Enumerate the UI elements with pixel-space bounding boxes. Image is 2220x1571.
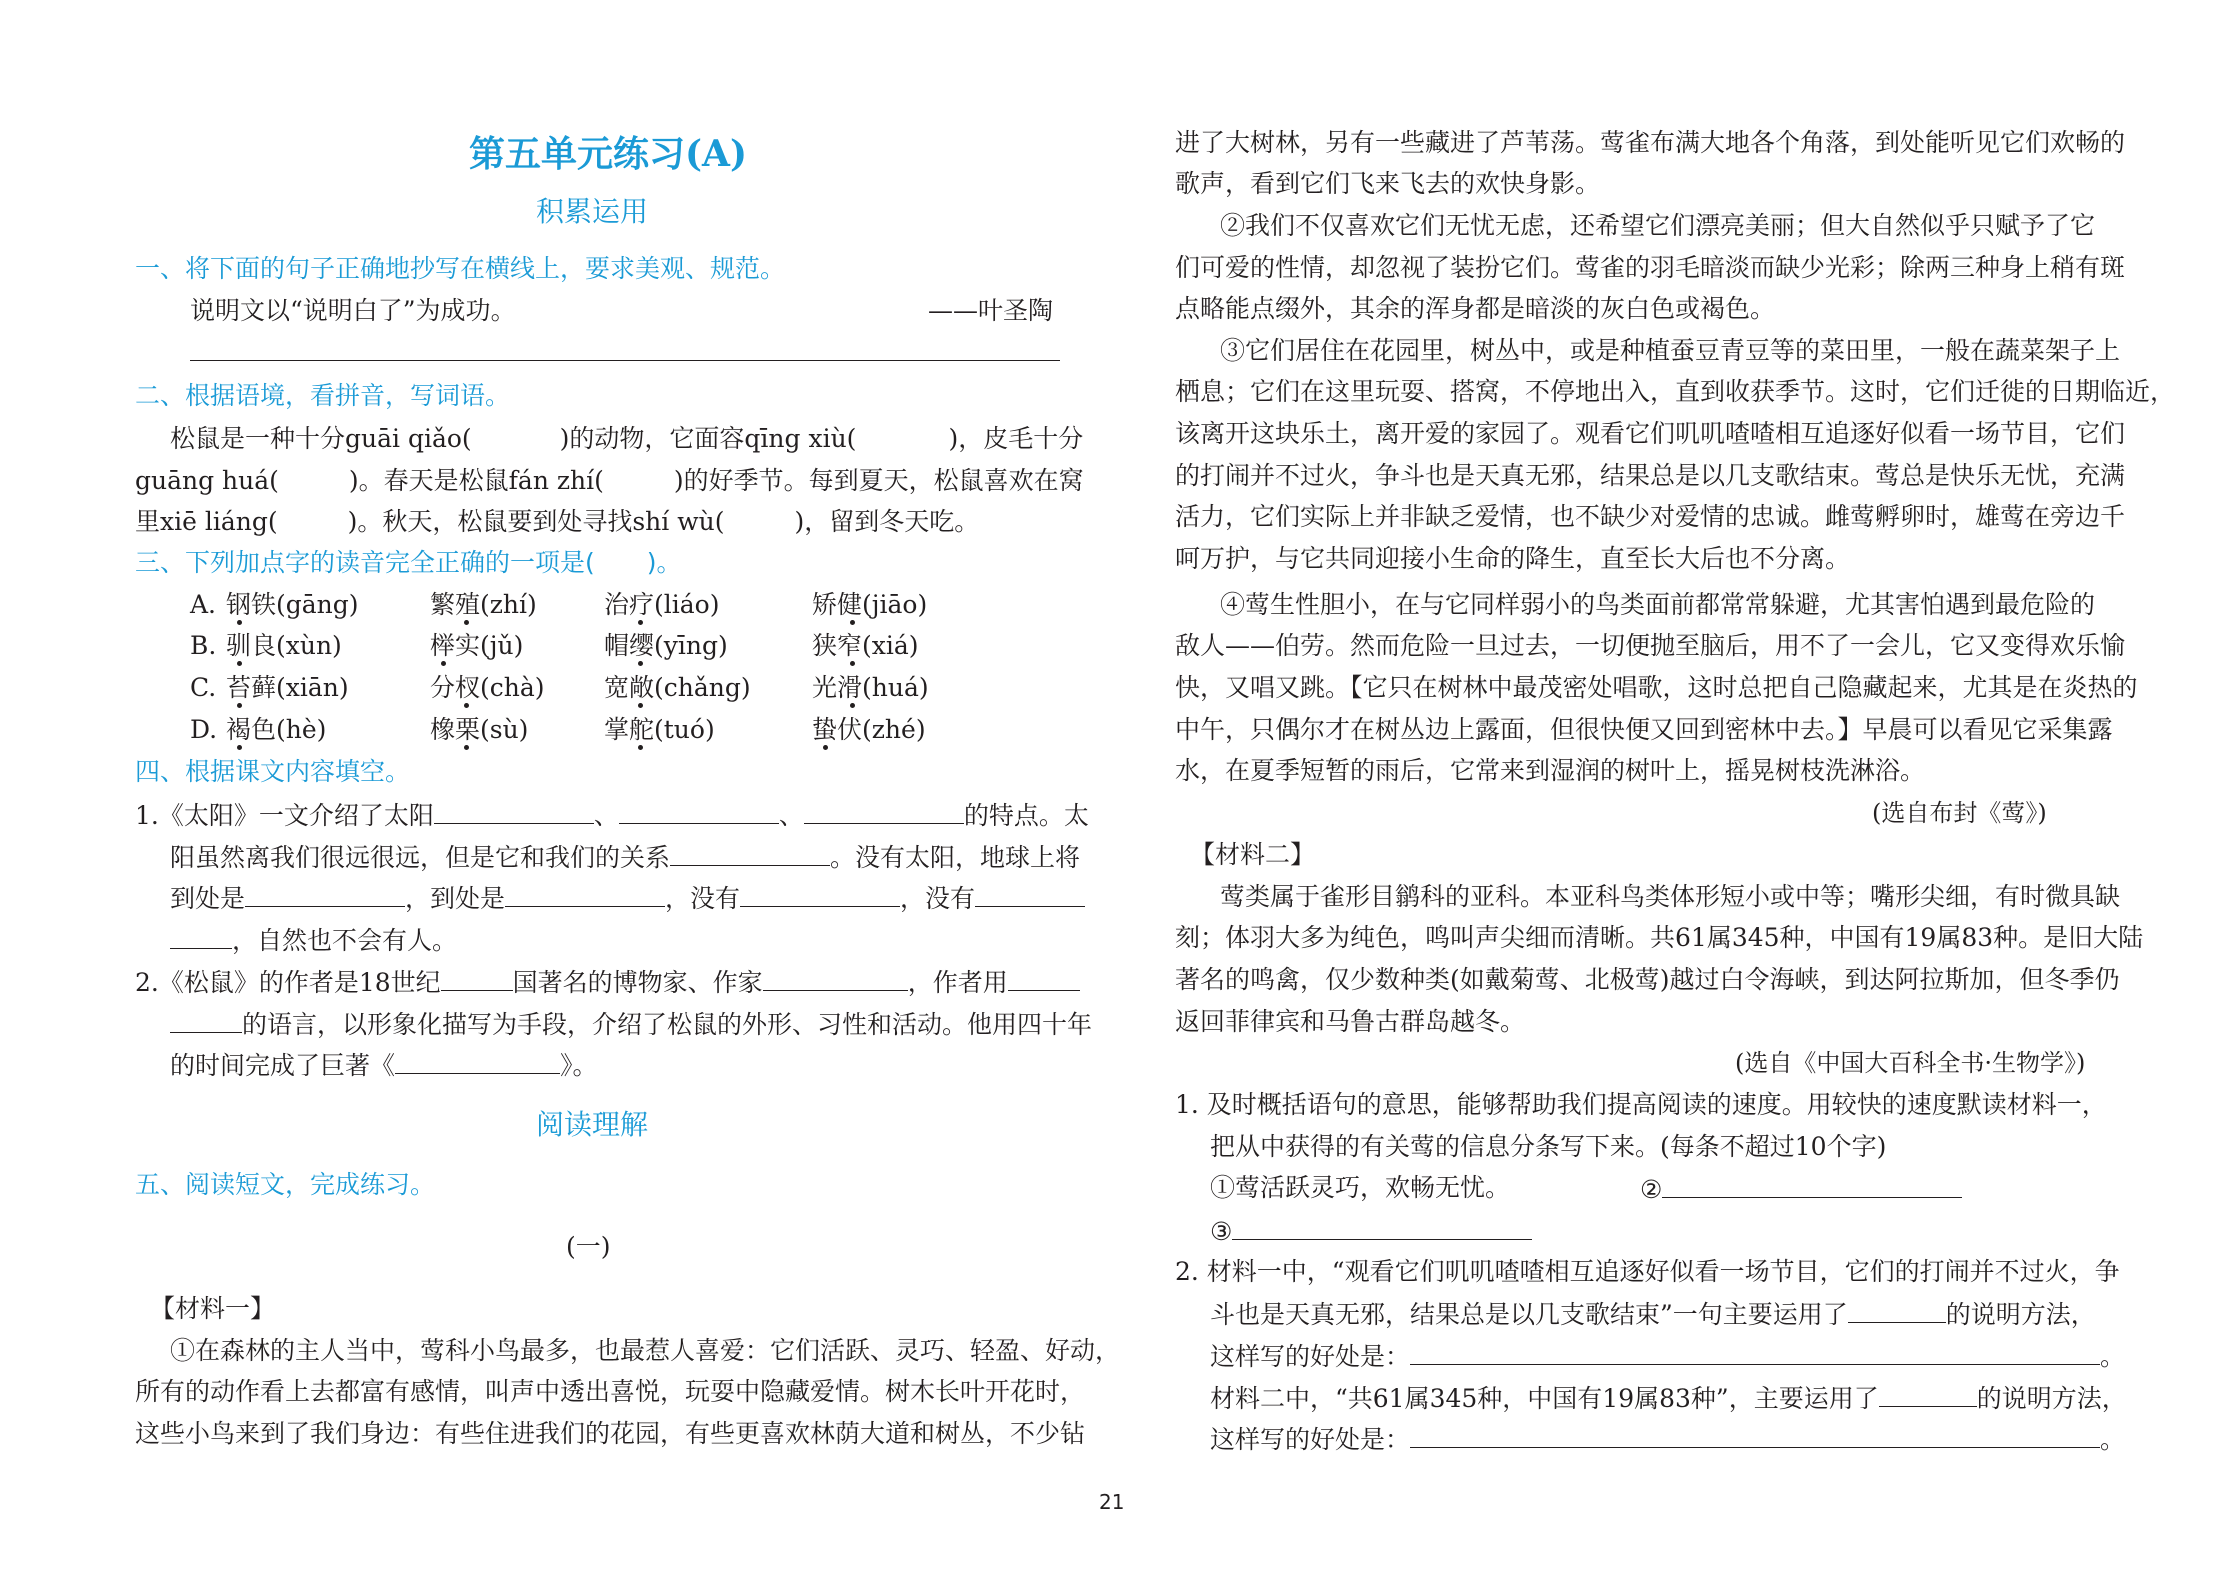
material-1-para-1-line-4: 进了大树林，另有一些藏进了芦苇荡。莺雀布满大地各个角落，到处能听见它们欢畅的	[1175, 128, 2126, 157]
q2-line-1: 松鼠是一种十分guāi qiǎo( )的动物，它面容qīng xiù( )，皮毛十分	[170, 421, 1083, 456]
reading-q1-answer-1: ①莺活跃灵巧，欢畅无忧。	[1210, 1173, 1511, 1202]
emphasis-dot	[237, 620, 242, 625]
emphasis-dot	[850, 703, 855, 708]
emphasis-dot	[638, 703, 643, 708]
emphasis-dot	[850, 661, 855, 666]
reading-q1-line-1: 1. 及时概括语句的意思，能够帮助我们提高阅读的速度。用较快的速度默读材料一，	[1175, 1090, 2107, 1119]
q2-blank-fanzhi[interactable]	[604, 463, 674, 489]
material-1-para-4-line-2: 敌人——伯劳。然而危险一旦过去，一切便抛至脑后，用不了一会儿，它又变得欢乐愉	[1175, 631, 2126, 660]
q3-option-c-item-2: 分杈(chà)	[430, 673, 545, 702]
material-2-line-2: 刻；体羽大多为纯色，鸣叫声尖细而清晰。共61属345种，中国有19属83种。是旧大陆	[1175, 923, 2144, 952]
emphasis-dot	[850, 620, 855, 625]
q4-item-2-line-3: 的时间完成了巨著《 》。	[170, 1047, 598, 1083]
material-1-para-4-line-1: ④莺生性胆小，在与它同样弱小的鸟类面前都常常躲避，尤其害怕遇到最危险的	[1220, 590, 2096, 619]
reading-q1-blank-3[interactable]	[1232, 1213, 1532, 1240]
q3-option-b-item-3: 帽缨(yīng)	[604, 631, 728, 660]
emphasis-dot	[638, 745, 643, 750]
question-5-heading: 五、阅读短文，完成练习。	[135, 1170, 436, 1199]
q4-blank[interactable]	[619, 797, 779, 824]
q2-line-2: guāng huá( )。春天是松鼠fán zhí( )的好季节。每到夏天，松鼠喜欢在窝	[135, 463, 1084, 498]
emphasis-dot	[237, 745, 242, 750]
reading-q2-line-3: 这样写的好处是： 。	[1210, 1338, 2125, 1374]
emphasis-dot	[464, 745, 469, 750]
reading-q2-line-1: 2. 材料一中，“观看它们叽叽喳喳相互追逐好似看一场节目，它们的打闹并不过火，争	[1175, 1257, 2120, 1286]
section-heading-reading: 阅读理解	[536, 1108, 649, 1141]
q4-item-1-line-3: 到处是 ，到处是 ，没有 ，没有	[170, 880, 1085, 916]
q3-option-c-item-3: 宽敞(chǎng)	[604, 673, 751, 702]
material-1-para-1-line-3: 这些小鸟来到了我们身边：有些住进我们的花园，有些更喜欢林荫大道和树丛，不少钻	[135, 1419, 1086, 1448]
material-1-para-3-line-3: 该离开这块乐土，离开爱的家园了。观看它们叽叽喳喳相互追逐好似看一场节目，它们	[1175, 419, 2126, 448]
reading-q2-blank-benefit-2[interactable]	[1410, 1421, 2100, 1448]
emphasis-dot	[823, 745, 828, 750]
q3-option-a-item-4: 矫健(jiāo)	[812, 590, 928, 619]
reading-q1-answer-3: ③	[1210, 1213, 1532, 1249]
question-4-heading: 四、根据课文内容填空。	[135, 757, 411, 786]
material-1-para-2-line-1: ②我们不仅喜欢它们无忧无虑，还希望它们漂亮美丽；但大自然似乎只赋予了它	[1220, 211, 2096, 240]
q4-blank[interactable]	[740, 880, 900, 907]
emphasis-dot	[464, 620, 469, 625]
material-1-para-3-line-1: ③它们居住在花园里，树丛中，或是种植蚕豆青豆等的菜田里，一般在蔬菜架子上	[1220, 336, 2121, 365]
q4-blank[interactable]	[434, 797, 594, 824]
material-2-line-3: 著名的鸣禽，仅少数种类(如戴菊莺、北极莺)越过白令海峡，到达阿拉斯加，但冬季仍	[1175, 965, 2120, 994]
q3-option-d-item-4: 蛰伏(zhé)	[812, 715, 926, 744]
material-1-para-1-line-2: 所有的动作看上去都富有感情，叫声中透出喜悦，玩耍中隐藏爱情。树木长叶开花时，	[135, 1377, 1086, 1406]
q2-blank-xieliang[interactable]	[278, 504, 348, 530]
q1-answer-line[interactable]	[190, 360, 1060, 361]
q4-blank[interactable]	[1008, 964, 1080, 991]
page-number: 21	[1099, 1490, 1125, 1514]
q1-sentence: 说明文以“说明白了”为成功。	[190, 296, 516, 325]
reading-q2-line-4: 材料二中，“共61属345种，中国有19属83种”，主要运用了 的说明方法，	[1210, 1380, 2127, 1416]
reading-q2-blank-method-1[interactable]	[1848, 1296, 1946, 1323]
q3-option-b-item-1: 驯良(xùn)	[226, 631, 342, 660]
q4-blank[interactable]	[395, 1047, 560, 1074]
q2-line-3: 里xiē liáng( )。秋天，松鼠要到处寻找shí wù( )，留到冬天吃。	[135, 504, 979, 539]
q4-blank[interactable]	[975, 880, 1085, 907]
reading-q1-blank-2[interactable]	[1662, 1171, 1962, 1198]
material-1-para-1-line-1: ①在森林的主人当中，莺科小鸟最多，也最惹人喜爱：它们活跃、灵巧、轻盈、好动，	[170, 1336, 1121, 1365]
q3-option-b-item-4: 狭窄(xiá)	[812, 631, 919, 660]
q3-option-d-item-2: 橡栗(sù)	[430, 715, 529, 744]
q4-blank[interactable]	[170, 922, 232, 949]
q3-option-c-label: C.	[190, 673, 217, 702]
reading-q2-line-2: 斗也是天真无邪，结果总是以几支歌结束”一句主要运用了 的说明方法，	[1210, 1296, 2096, 1332]
section-heading-accumulation: 积累运用	[536, 195, 649, 228]
emphasis-dot	[237, 661, 242, 666]
q4-blank[interactable]	[670, 839, 830, 866]
emphasis-dot	[464, 703, 469, 708]
material-2-source: (选自《中国大百科全书·生物学》)	[1735, 1049, 2086, 1077]
material-1-para-2-line-3: 点略能点缀外，其余的浑身都是暗淡的灰白色或褐色。	[1175, 294, 1776, 323]
material-1-para-1-line-5: 歌声，看到它们飞来飞去的欢快身影。	[1175, 169, 1601, 198]
reading-q1-answer-2: ②	[1640, 1171, 1962, 1207]
q3-option-d-item-1: 褐色(hè)	[226, 715, 327, 744]
q4-item-1-line-1: 1.《太阳》一文介绍了太阳 、 、 的特点。太	[135, 797, 1089, 833]
q2-blank-shiwu[interactable]	[724, 504, 794, 530]
q4-blank[interactable]	[505, 880, 665, 907]
reading-q2-line-5: 这样写的好处是： 。	[1210, 1421, 2125, 1457]
reading-q1-line-2: 把从中获得的有关莺的信息分条写下来。(每条不超过10个字)	[1210, 1132, 1887, 1161]
q4-blank[interactable]	[245, 880, 405, 907]
q3-option-a-label: A.	[190, 590, 217, 619]
q3-option-a-item-2: 繁殖(zhí)	[430, 590, 537, 619]
q3-option-b-label: B.	[190, 631, 217, 660]
emphasis-dot	[441, 661, 446, 666]
material-1-source: (选自布封《莺》)	[1872, 799, 2047, 827]
emphasis-dot	[638, 620, 643, 625]
material-1-label: 【材料一】	[150, 1294, 276, 1323]
q4-blank[interactable]	[170, 1006, 242, 1033]
q4-item-2-line-1: 2.《松鼠》的作者是18世纪 国著名的博物家、作家 ，作者用	[135, 964, 1080, 1000]
q4-blank[interactable]	[441, 964, 513, 991]
material-2-label: 【材料二】	[1190, 840, 1316, 869]
material-1-para-3-line-5: 活力，它们实际上并非缺乏爱情，也不缺少对爱情的忠诚。雌莺孵卵时，雄莺在旁边千	[1175, 502, 2126, 531]
emphasis-dot	[638, 661, 643, 666]
q3-option-c-item-4: 光滑(huá)	[812, 673, 929, 702]
page-title: 第五单元练习(A)	[469, 133, 747, 175]
q3-option-c-item-1: 苔藓(xiān)	[226, 673, 349, 702]
material-2-line-4: 返回菲律宾和马鲁古群岛越冬。	[1175, 1007, 1526, 1036]
q2-blank-guanghua[interactable]	[279, 463, 349, 489]
q3-option-a-item-1: 钢铁(gāng)	[226, 590, 359, 619]
question-3-heading: 三、下列加点字的读音完全正确的一项是( )。	[135, 548, 682, 577]
material-1-para-4-line-3: 快，又唱又跳。【它只在树林中最茂密处唱歌，这时总把自己隐藏起来，尤其是在炎热的	[1175, 673, 2138, 702]
material-1-para-3-line-4: 的打闹并不过火，争斗也是天真无邪，结果总是以几支歌结束。莺总是快乐无忧，充满	[1175, 461, 2126, 490]
q3-option-d-label: D.	[190, 715, 218, 744]
emphasis-dot	[237, 703, 242, 708]
question-2-heading: 二、根据语境，看拼音，写词语。	[135, 381, 511, 410]
material-1-para-3-line-2: 栖息；它们在这里玩耍、搭窝，不停地出入，直到收获季节。这时，它们迁徙的日期临近，	[1175, 377, 2176, 406]
reading-q2-blank-benefit-1[interactable]	[1410, 1338, 2100, 1365]
reading-part-1-label: (一)	[566, 1232, 611, 1261]
material-1-para-4-line-4: 中午，只偶尔才在树丛边上露面，但很快便又回到密林中去。】早晨可以看见它采集露	[1175, 715, 2113, 744]
q2-blank-qingxiu[interactable]	[856, 421, 948, 447]
q4-item-1-line-4: ，自然也不会有人。	[170, 922, 457, 958]
question-1-heading: 一、将下面的句子正确地抄写在横线上，要求美观、规范。	[135, 254, 786, 283]
material-1-para-2-line-2: 们可爱的性情，却忽视了装扮它们。莺雀的羽毛暗淡而缺少光彩；除两三种身上稍有斑	[1175, 253, 2126, 282]
material-1-para-3-line-6: 呵万护，与它共同迎接小生命的降生，直至长大后也不分离。	[1175, 544, 1851, 573]
q2-blank-guaiqiao[interactable]	[472, 421, 560, 447]
q3-option-d-item-3: 掌舵(tuó)	[604, 715, 715, 744]
q4-item-1-line-2: 阳虽然离我们很远很远，但是它和我们的关系 。没有太阳，地球上将	[170, 839, 1080, 875]
q3-option-a-item-3: 治疗(liáo)	[604, 590, 720, 619]
q4-blank[interactable]	[804, 797, 964, 824]
q4-blank[interactable]	[763, 964, 908, 991]
q1-author: ——叶圣陶	[928, 296, 1054, 325]
material-1-para-4-line-5: 水，在夏季短暂的雨后，它常来到湿润的树叶上，摇晃树枝洗淋浴。	[1175, 756, 1926, 785]
reading-q2-blank-method-2[interactable]	[1879, 1380, 1977, 1407]
material-2-line-1: 莺类属于雀形目鹟科的亚科。本亚科鸟类体形短小或中等；嘴形尖细，有时微具缺	[1220, 882, 2121, 911]
q3-option-b-item-2: 榉实(jǔ)	[430, 631, 524, 660]
q4-item-2-line-2: 的语言，以形象化描写为手段，介绍了松鼠的外形、习性和活动。他用四十年	[170, 1006, 1092, 1042]
